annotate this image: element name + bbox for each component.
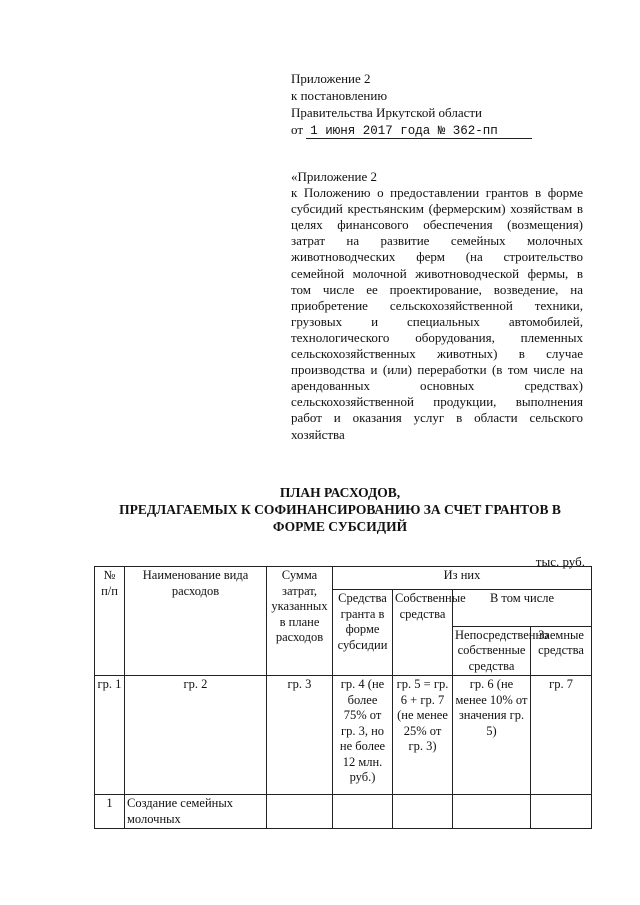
table-row	[95, 795, 592, 829]
appendix-line-3: Правительства Иркутской области	[291, 105, 483, 120]
row-cell	[267, 795, 333, 829]
header-of-them: Из них	[333, 567, 592, 590]
column-numbers-row	[95, 676, 592, 795]
row-cell	[453, 795, 531, 829]
row-num: 1	[95, 795, 125, 829]
row-cell	[531, 795, 592, 829]
regulation-block	[291, 169, 583, 443]
header-name: Наименование вида расходов	[125, 567, 267, 676]
header-own: Собственные средства	[393, 590, 453, 676]
column-number-cell: гр. 5 = гр. 6 + гр. 7 (не менее 25% от гр. 3)	[393, 676, 453, 795]
document-title	[60, 484, 620, 535]
column-number-cell: гр. 3	[267, 676, 333, 795]
appendix-line-2: к постановлению	[291, 88, 388, 103]
appendix-from-label: от	[291, 122, 304, 137]
appendix-number: 1 июня 2017 года № 362-пп	[306, 124, 532, 139]
column-number-cell: гр. 2	[125, 676, 267, 795]
header-direct-own: Непосредственно собственные средства	[453, 626, 531, 676]
regulation-heading: «Приложение 2	[291, 169, 378, 184]
regulation-body: к Положению о предоставлении грантов в форме субсидий крестьянским (фермерским) хозяйствам в целях финансового обеспечения (возмещения) затрат на развитие семейных молочных животноводческих ферм (на строительство семейной молочной животноводческой фермы, в том числе ее проектирование, возведение, на приобретение сельскохозяйственной техники, грузовых и специальных автомобилей, технологического оборудования, племенных сельскохозяйственных животных) в случае производства и (или) переработки (в том числе на арендованных основных средствах) сельскохозяйственной продукции, выполнения работ и оказания услуг в области сельского хозяйства	[291, 185, 583, 442]
appendix-line-1: Приложение 2	[291, 71, 371, 86]
header-total: Сумма затрат, указанных в плане расходов	[267, 567, 333, 676]
column-number-cell: гр. 4 (не более 75% от гр. 3, но не более 12 млн. руб.)	[333, 676, 393, 795]
appendix-date-line	[291, 121, 591, 139]
header-including: В том числе	[453, 590, 592, 627]
table-header-row	[95, 567, 592, 590]
column-number-cell: гр. 6 (не менее 10% от значения гр. 5)	[453, 676, 531, 795]
title-line-1: ПЛАН РАСХОДОВ,	[279, 485, 401, 500]
row-name: Создание семейных молочных	[125, 795, 267, 829]
header-grant: Средства гранта в форме субсидии	[333, 590, 393, 676]
title-line-2: ПРЕДЛАГАЕМЫХ К СОФИНАНСИРОВАНИЮ ЗА СЧЕТ ГРАНТОВ В	[119, 502, 561, 517]
title-line-3: ФОРМЕ СУБСИДИЙ	[272, 519, 408, 534]
units-label: тыс. руб.	[535, 554, 585, 569]
expense-plan-table	[94, 566, 592, 829]
column-number-cell: гр. 7	[531, 676, 592, 795]
column-number-cell: гр. 1	[95, 676, 125, 795]
appendix-block	[291, 70, 591, 139]
row-cell	[393, 795, 453, 829]
header-num: № п/п	[95, 567, 125, 676]
header-borrowed: Заемные средства	[531, 626, 592, 676]
row-cell	[333, 795, 393, 829]
